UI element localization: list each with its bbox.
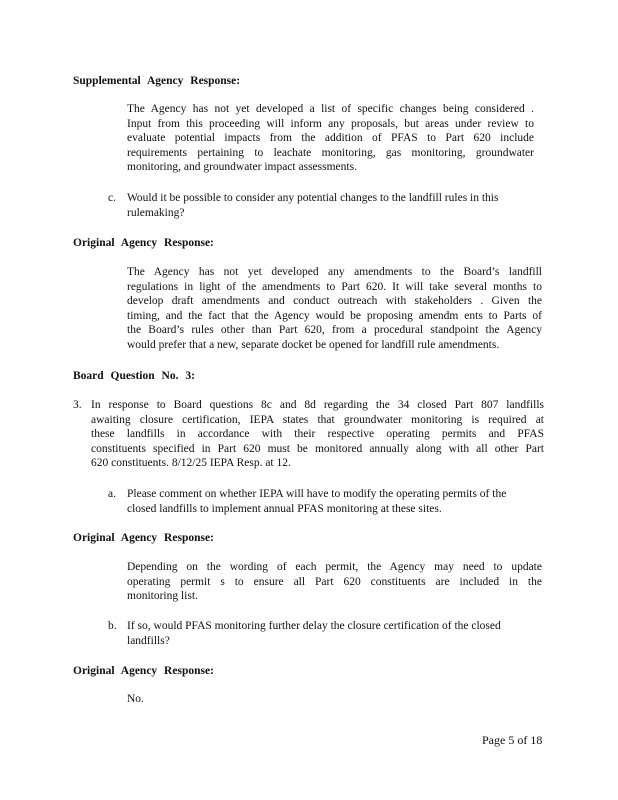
original-response-text-1 bbox=[127, 265, 542, 353]
original-response-heading-1: Original Agency Response: bbox=[73, 237, 214, 249]
text-line: Would it be possible to consider any potential changes to the landfill rules in this bbox=[127, 192, 499, 204]
original-response-text-3: No. bbox=[127, 693, 144, 705]
original-response-text-2 bbox=[127, 560, 542, 604]
question-c-text bbox=[127, 191, 537, 220]
text-line: awaiting closure certification, IEPA states that groundwater monitoring is required at bbox=[91, 413, 544, 426]
text-line: monitoring list. bbox=[127, 590, 198, 603]
text-line: Input from this proceeding will inform any proposals, but areas under review to bbox=[127, 117, 534, 130]
text-line: 620 constituents. 8/12/25 IEPA Resp. at 12. bbox=[91, 457, 291, 470]
text-line: would prefer that a new, separate docket be opened for landfill rule amendments. bbox=[127, 338, 500, 351]
text-line: develop draft amendments and conduct outreach with stakeholders . Given the bbox=[127, 295, 542, 308]
text-line: landfills? bbox=[127, 634, 170, 647]
text-line: The Agency has not yet developed a list of specific changes being considered . bbox=[127, 103, 534, 115]
text-line: closed landfills to implement annual PFAS monitoring at these sites. bbox=[127, 502, 442, 515]
question-a-marker: a. bbox=[108, 488, 116, 500]
text-line: Please comment on whether IEPA will have to modify the operating permits of the bbox=[127, 488, 507, 500]
supplemental-response-heading: Supplemental Agency Response: bbox=[73, 75, 241, 87]
text-line: evaluate potential impacts from the addition of PFAS to Part 620 include bbox=[127, 132, 534, 145]
text-line: The Agency has not yet developed any amendments to the Board’s landfill bbox=[127, 266, 542, 278]
text-line: timing, and the fact that the Agency would be proposing amendm ents to Parts of bbox=[127, 309, 542, 322]
text-line: the Board’s rules other than Part 620, from a procedural standpoint the Agency bbox=[127, 324, 542, 337]
page-number: Page 5 of 18 bbox=[482, 733, 543, 747]
text-line: Depending on the wording of each permit, the Agency may need to update bbox=[127, 561, 542, 573]
text-line: these landfills in accordance with their respective operating permits and PFAS bbox=[91, 428, 544, 441]
original-response-heading-2: Original Agency Response: bbox=[73, 532, 214, 544]
text-line: monitoring, and groundwater impact assessments. bbox=[127, 161, 357, 174]
text-line: operating permit s to ensure all Part 620 constituents are included in the bbox=[127, 575, 542, 588]
question-b-marker: b. bbox=[108, 620, 117, 632]
question-b-text bbox=[127, 619, 537, 648]
text-line: requirements pertaining to leachate monitoring, gas monitoring, groundwater bbox=[127, 146, 534, 159]
board-question-heading: Board Question No. 3: bbox=[73, 370, 195, 382]
text-line: constituents specified in Part 620 must be monitored annually along with all other Part bbox=[91, 442, 544, 455]
text-line: In response to Board questions 8c and 8d regarding the 34 closed Part 807 landfills bbox=[91, 399, 544, 411]
question-3-text bbox=[91, 398, 544, 471]
question-a-text bbox=[127, 487, 537, 516]
text-line: regulations in light of the amendments to Part 620. It will take several months to bbox=[127, 280, 542, 293]
text-line: If so, would PFAS monitoring further delay the closure certification of the closed bbox=[127, 620, 501, 632]
supplemental-response-text bbox=[127, 102, 534, 175]
text-line: rulemaking? bbox=[127, 206, 185, 219]
question-c-marker: c. bbox=[108, 192, 116, 204]
question-3-marker: 3. bbox=[73, 399, 82, 411]
original-response-heading-3: Original Agency Response: bbox=[73, 665, 214, 677]
